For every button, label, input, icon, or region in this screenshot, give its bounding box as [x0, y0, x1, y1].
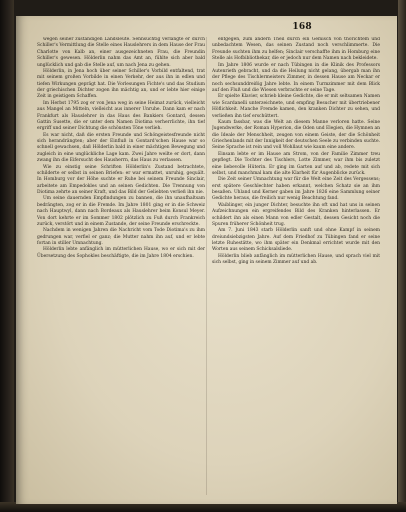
book-page [16, 16, 397, 504]
paragraph: Nachdem in wenigen Jahren die Nachricht vom Tode Diotima's zu ihm gedrungen war, verfiel er ganz; die Mutter nahm ihn auf, und er lebte fortan in stiller Umnachtung. [37, 228, 205, 246]
right-column [212, 37, 380, 497]
paragraph: Es war nicht, daß die ersten Freunde und Schöngeistesfreunde nicht sich herandrängten; aber der Einfluß in Gontard'schen Hause war so schnell gewachsen, daß Hölderlin bald in einer mächtigen Bewegung und zugleich in eine unglückliche Lage kam. Zwei Jahre weilte er dort, dann zwang ihn die Eifersucht des Hausherrn, das Haus zu verlassen. [37, 132, 205, 164]
book-binding-edge [0, 0, 14, 512]
paragraph: Er spielte Klavier, schrieb kleine Gedichte, die er mit seltsamen Namen wie Scardanelli unterzeichnete, und empfing Besucher mit übertriebener Höflichkeit. Manche Fremde kamen, den kranken Dichter zu sehen, und verließen ihn tief erschüttert. [212, 94, 380, 119]
paragraph: Kaum fassbar, was die Welt an diesem Manne verloren hatte. Seine Jugendwerke, der Roman Hyperion, die Oden und Elegien, die Hymnen an die Ideale der Menschheit, zeugen von einem Geiste, der die Schönheit Griechenlands mit der Innigkeit der deutschen Seele zu verbinden suchte. Seine Sprache ist rein und voll Wohllaut wie kaum eine andere. [212, 119, 380, 151]
column-gutter [206, 37, 207, 495]
paragraph: Waiblinger, ein junger Dichter, besuchte ihn oft und hat uns in seinen Aufzeichnungen ein ergreifendes Bild des Kranken hinterlassen. Er schildert ihn als einen Mann von edler Gestalt, dessen Gesicht noch die Spuren früherer Schönheit trug. [212, 202, 380, 227]
paragraph: Die Zeit seiner Umnachtung war für die Welt eine Zeit des Vergessens; erst spätere Geschlechter haben erkannt, welchen Schatz sie an ihm besaßen. Uhland und Kerner gaben im Jahre 1826 eine Sammlung seiner Gedichte heraus, die freilich nur wenig Beachtung fand. [212, 177, 380, 202]
paragraph: Einsam lebte er im Hause am Strom, von der Familie Zimmer treu gepflegt. Die Tochter des Tischlers, Lotte Zimmer, war ihm bis zuletzt eine liebevolle Hüterin. Er ging im Garten auf und ab, redete mit sich selbst, und manchmal kam die alte Klarheit für Augenblicke zurück. [212, 151, 380, 176]
paragraph: wegen seiner zuständigen Landsleute. Sehnsüchtig verlangte er durch Schiller's Vermittlung die Stelle eines Hauslehrers in dem Hause der Frau Charlotte von Kalb an, einer ausgezeichneten Frau, die Freundin Schiller's gewesen. Hölderlin nahm das Amt an, fühlte sich aber bald unglücklich und gab die Stelle auf, um nach Jena zu gehen. [37, 37, 205, 68]
paragraph: Wie zu einstig seine Schriften Hölderlin's Zustand betrachtete, schilderte er selbst in seinen Briefen: er war ermattet, unruhig, gequält. In Homburg vor der Höhe suchte er Ruhe bei seinem Freunde Sinclair, arbeitete am Empedokles und an seinen Gedichten. Die Trennung von Diotima zehrte an seiner Kraft, und das Bild der Geliebten verließ ihn nie. [37, 164, 205, 195]
paragraph: Am 7. Juni 1843 starb Hölderlin sanft und ohne Kampf in seinem dreiundsiebzigsten Jahre. Auf dem Friedhof zu Tübingen fand er seine letzte Ruhestätte, wo ihm später ein Denkmal errichtet wurde mit den Worten aus seinem Schicksalsliede. [212, 228, 380, 253]
page-stack-edge [398, 0, 406, 512]
paragraph: Hölderlin, in Jena hoch über seiner Schiller's Vorbild entfaltend, trat mit seinem großen Vorbilde in einen Verkehr, der aus ihn in edlen und tiefen Wirkungen geprägt hat. Die Vorlesungen Fichte's und das Studium der griechischen Dichter zogen ihn mächtig an, und er lebte hier einige Zeit in geistigem Schaffen. [37, 68, 205, 100]
paragraph: Um seine dauernden Empfindungen zu bannen, die ihn unaufhaltsam bedrängten, zog er in die Fremde. Im Jahre 1801 ging er in die Schweiz nach Hauptwyl, dann nach Bordeaux als Hauslehrer beim Konsul Meyer. Von dort kehrte er im Sommer 1802 plötzlich zu Fuß durch Frankreich zurück, verstört und in einem Zustande, der seine Freunde erschreckte. [37, 196, 205, 227]
left-column [37, 37, 205, 497]
paragraph: Hölderlin blieb anfänglich im mütterlichen Hause, und sprach viel mit sich selbst, ging in seinem Zimmer auf und ab. [212, 253, 380, 266]
paragraph: Im Herbst 1795 zog er von Jena weg in seine Heimat zurück, vielleicht aus Mangel an Mitteln, vielleicht aus innerer Unruhe. Dann kam er nach Frankfurt als Hauslehrer in das Haus des Bankiers Gontard, dessen Gattin Susette, die er unter dem Namen Diotima verherrlichte, ihn tief ergriff und seiner Dichtung die schönsten Töne verlieh. [37, 100, 205, 132]
paragraph: Im Jahre 1806 wurde er nach Tübingen in die Klinik des Professors Autenrieth gebracht, und da die Heilung nicht gelang, übergab man ihn der Pflege des Tischlermeisters Zimmer, in dessen Hause am Neckar er noch sechsunddreißig Jahre lebte. In einem Turmzimmer mit dem Blick auf den Fluß und die Wiesen verbrachte er seine Tage. [212, 62, 380, 93]
page-number: 168 [292, 22, 312, 32]
paragraph: entgegen, zum andern Theil durch ein Gemisch von thörichtem und unbedachtem Wesen, das seinen Zustand noch verschlimmerte. Die Freunde suchten ihm zu helfen; Sinclair verschaffte ihm in Homburg eine Stelle als Hofbibliothekar, die er jedoch nur dem Namen nach bekleidete. [212, 37, 380, 62]
paragraph: Hölderlin lebte anfänglich im mütterlichen Hause, wo er sich mit der Übersetzung des Sophokles beschäftigte, die im Jahre 1804 erschien. [37, 247, 205, 259]
